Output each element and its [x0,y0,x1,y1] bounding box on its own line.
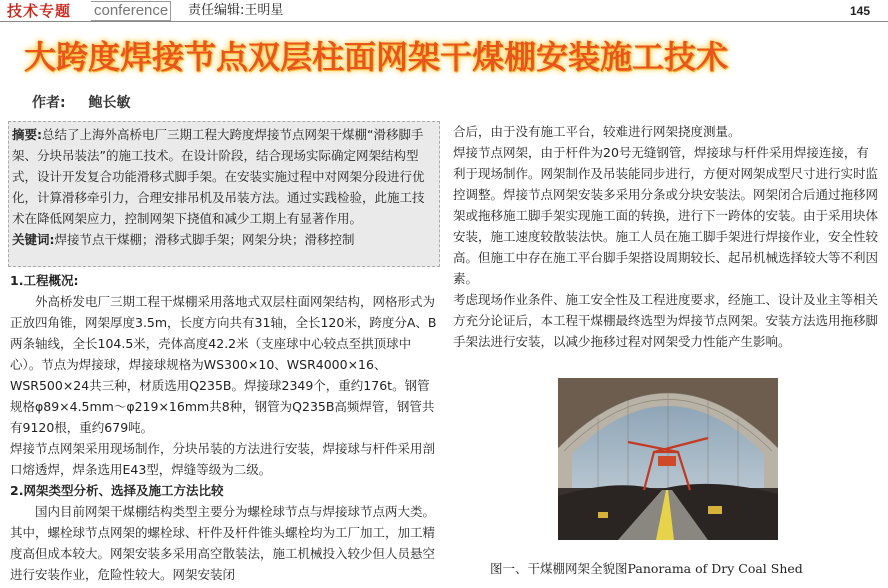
figure-caption-en: Panorama of Dry Coal Shed [627,561,803,576]
body-paragraph: 国内目前网架干煤棚结构类型主要分为螺栓球节点与焊接球节点两大类。其中，螺栓球节点网架的螺栓球、杆件及杆件锥头螺栓均为工厂加工，加工精度高但成本较大。网架安装多采用高空散装法，施工机械投入较少但人员悬空进行安装作业，危险性较大。网架安装闭 [10,504,436,582]
section-subtag: conference [91,1,171,21]
abstract-label: 摘要: [12,127,42,142]
author-line [32,94,130,112]
coal-shed-photo [558,378,778,540]
page-header [0,0,888,22]
figure-caption [490,560,803,578]
keywords-label: 关键词: [12,232,55,247]
body-paragraph: 合后，由于没有施工平台，较难进行网架挠度测量。 [453,124,741,139]
abstract-text: 总结了上海外高桥电厂三期工程大跨度焊接节点网架干煤棚“滑移脚手架、分块吊装法”的施工技术。在设计阶段，结合现场实际确定网架结构型式，设计开发复合功能滑移式脚手架。在安装实施过程中对网架分段进行优化，计算滑移牵引力，合理安排吊机及吊装方法。通过实践检验，此施工技术在降低网架应力，控制网架下挠值和减少工期上有显著作用。 [12,127,425,226]
left-column [10,270,442,585]
body-paragraph: 焊接节点网架，由于杆件为20号无缝钢管，焊接球与杆件采用焊接连接，有利于现场制作。网架制作及吊装能同步进行，方便对网架成型尺寸进行实时监控调整。焊接节点网架安装多采用分条或分块安装法。网架闭合后通过拖移网架或拖移施工脚手架实现施工面的转换，进行下一跨体的安装。由于采用块体安装，施工速度较散装法快。施工人员在施工脚手架进行焊接作业，安全性较高。但施工中存在施工平台脚手架搭设周期较长、起吊机械选择较大等不利因素。 [453,145,879,286]
section-heading: 2.网架类型分析、选择及施工方法比较 [10,483,224,498]
figure-caption-cn: 图一、干煤棚网架全貌图 [490,561,628,576]
header-rule [0,21,888,22]
article-title: 大跨度焊接节点双层柱面网架干煤棚安装施工技术 [24,38,729,76]
right-column [453,121,881,352]
keywords-text: 焊接节点干煤棚；滑移式脚手架；网架分块；滑移控制 [54,232,355,247]
coal-shed-illustration [558,378,778,540]
body-paragraph: 外高桥发电厂三期工程干煤棚采用落地式双层柱面网架结构，网格形式为正放四角锥，网架厚度3.5m，长度方向共有31轴，全长120米，跨度分A、B两条轴线，全长104.5米，壳体高度42.2米（支座球中心较点至拱顶球中心）。节点为焊接球，焊接球规格为WS300×10、WSR4000×16、WSR500×24共三种，材质选用Q235B。焊接球2349个，重约176t。钢管规格φ89×4.5mm～φ219×16mm共8种，钢管为Q235B高频焊管，钢管共有9120根，重约679吨。 [10,294,437,435]
body-paragraph: 考虑现场作业条件、施工安全性及工程进度要求，经施工、设计及业主等相关方充分论证后，本工程干煤棚最终选型为焊接节点网架。安装方法选用拖移脚手架法进行安装，以减少拖移过程对网架受力性能产生影响。 [453,292,879,349]
section-heading: 1.工程概况: [10,273,79,288]
section-tag: 技术专题 [5,1,91,21]
body-paragraph: 焊接节点网架采用现场制作，分块吊装的方法进行安装，焊接球与杆件采用剖口熔透焊，焊条选用E43型，焊缝等级为二级。 [10,441,436,477]
abstract-box [8,121,440,267]
author-label: 作者: [32,95,66,111]
page-number: 145 [849,4,870,18]
author-name: 鲍长敏 [88,95,131,111]
editor-credit: 责任编辑:王明星 [188,3,284,18]
